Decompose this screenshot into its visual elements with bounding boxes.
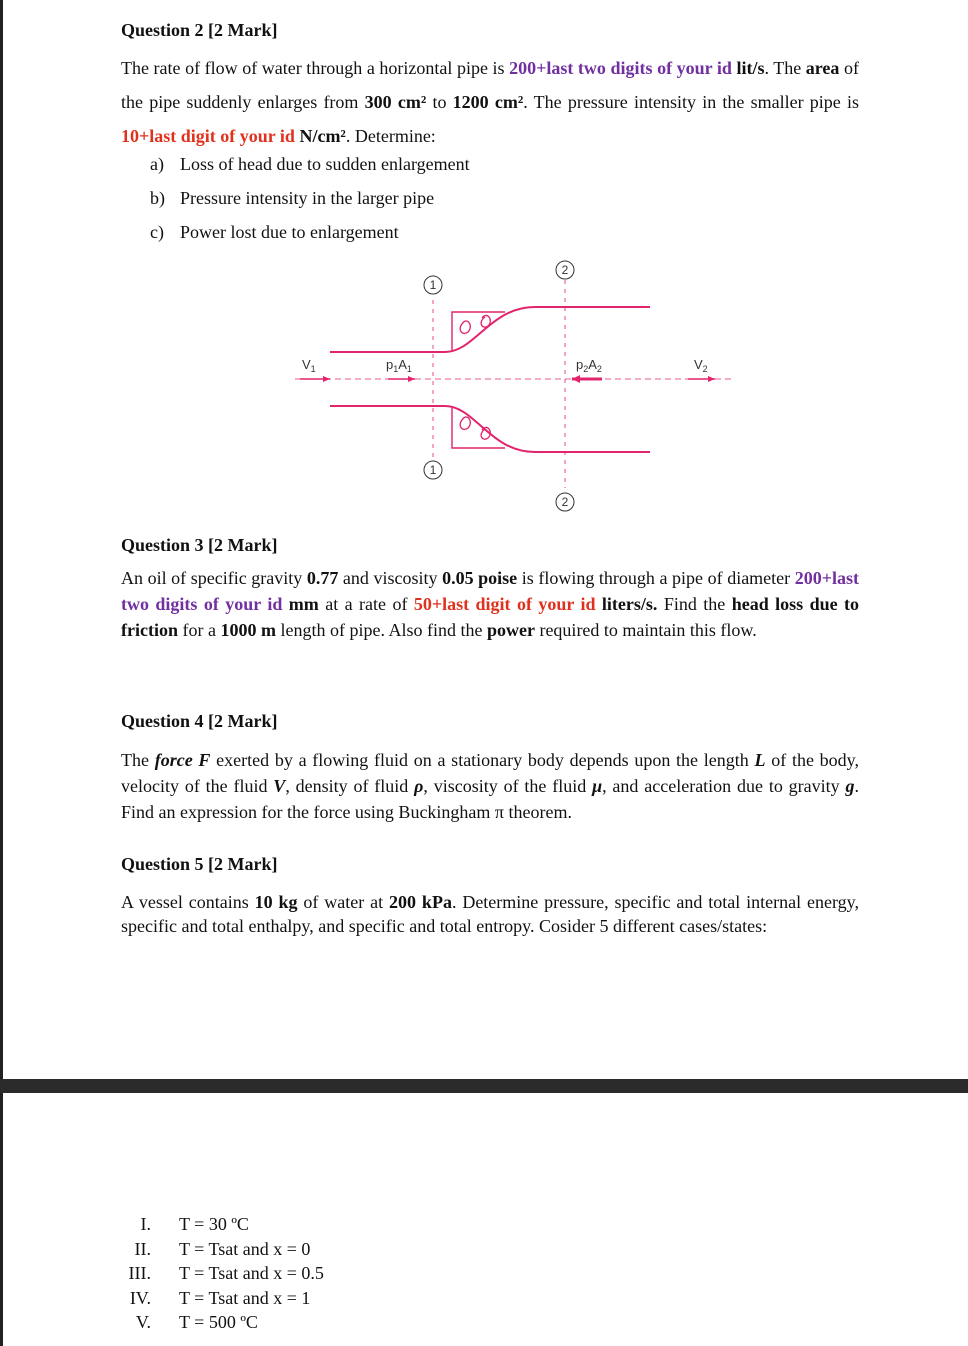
q3-title: Question 3 [2 Mark] (121, 535, 278, 555)
list-item: III. T = Tsat and x = 0.5 (128, 1263, 324, 1283)
list-item: V. T = 500 ºC (135, 1312, 258, 1332)
p1a1-label: $p_1A_1$ (386, 357, 412, 374)
section-2-label-bottom: 2 (561, 495, 569, 509)
section-1-label-top: 1 (429, 278, 437, 292)
section-2-label-top: 2 (561, 263, 569, 277)
list-item: b) Pressure intensity in the larger pipe (150, 188, 435, 208)
q3-paragraph: An oil of specific gravity 0.77 and viscosity 0.05 poise is flowing through a pipe of diameter 200+last two digits of your id mm at a rate of 50+last digit of your id liters/s. Find the head loss due to friction for a 1000 m length of pipe. Also find the power required to maintain this flow. (121, 568, 859, 640)
q3-diameter-expression: 200+last two digits of your id (121, 568, 859, 614)
q2-paragraph: The rate of flow of water through a horizontal pipe is 200+last two digits of your id lit/s. The area of the pipe suddenly enlarges from 300 cm² to 1200 cm². The pressure intensity in the smaller pipe is 10+last digit of your id N/cm². Determine: (121, 58, 859, 146)
q5-states-list (121, 1212, 324, 1335)
q2-pressure-expression: 10+last digit of your id (121, 126, 295, 146)
v2-label: $V_2$ (694, 357, 708, 374)
page-divider (0, 1079, 968, 1093)
q4-paragraph: The force F exerted by a flowing fluid on a stationary body depends upon the length L of the body, velocity of the fluid V, density of fluid ρ, viscosity of the fluid μ, and acceleration due to gravity g. Find an expression for the force using Buckingham π theorem. (121, 750, 859, 822)
list-item: a) Loss of head due to sudden enlargement (150, 154, 470, 174)
p2a2-label: $p_2A_2$ (576, 357, 602, 374)
pipe-lower-wall (330, 406, 650, 452)
sudden-enlargement-diagram (290, 252, 740, 522)
list-item: II. T = Tsat and x = 0 (134, 1238, 311, 1259)
section-1-label-bottom: 1 (429, 463, 437, 477)
q3-rate-expression: 50+last digit of your id (413, 594, 596, 614)
v1-label: $V_1$ (302, 357, 316, 374)
q4-title: Question 4 [2 Mark] (121, 711, 278, 731)
pipe-upper-wall (330, 307, 650, 352)
eddy-upper (452, 312, 505, 350)
q5-title: Question 5 [2 Mark] (121, 854, 278, 874)
list-item: c) Power lost due to enlargement (150, 222, 399, 242)
q2-parts-list (150, 152, 470, 254)
eddy-lower (452, 408, 505, 448)
list-item: I. T = 30 ºC (140, 1214, 249, 1234)
q2-flow-expression: 200+last two digits of your id (509, 58, 732, 78)
left-border (0, 0, 3, 1346)
q5-paragraph: A vessel contains 10 kg of water at 200 kPa. Determine pressure, specific and total internal energy, specific and total enthalpy, and specific and total entropy. Cosider 5 different cases/states: (121, 892, 859, 936)
list-item: IV. T = Tsat and x = 1 (129, 1287, 311, 1308)
q2-title: Question 2 [2 Mark] (121, 20, 278, 40)
